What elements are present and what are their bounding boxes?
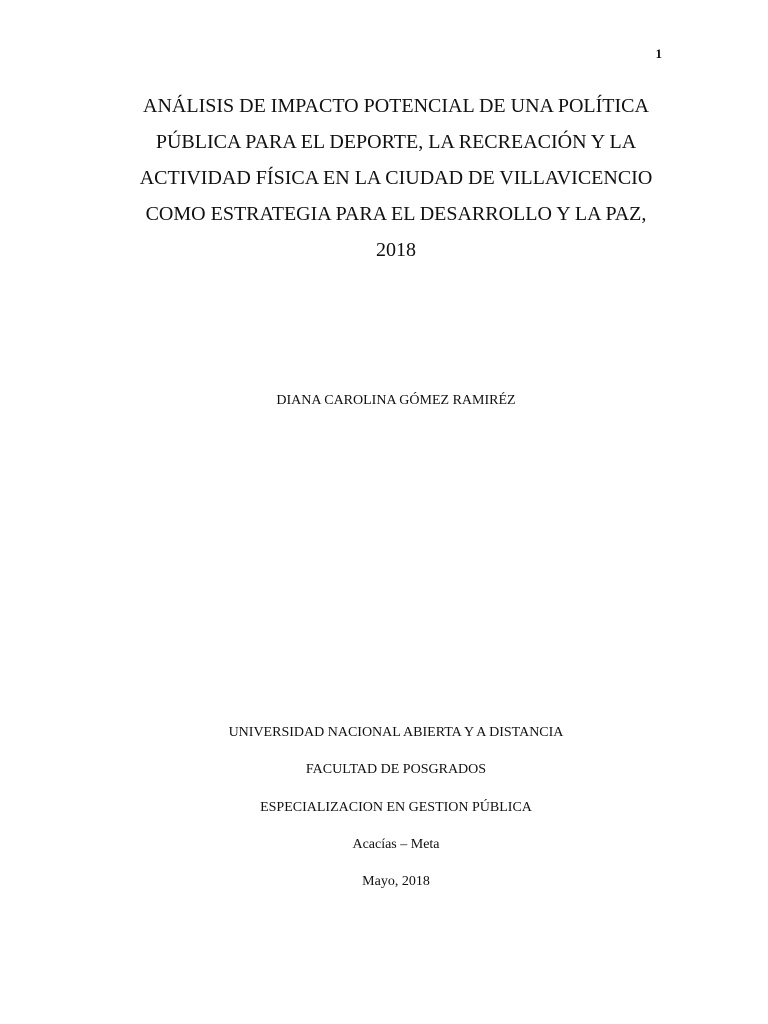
program-name: ESPECIALIZACION EN GESTION PÚBLICA [260, 799, 532, 815]
page-number: 1 [655, 46, 662, 61]
title-line: ANÁLISIS DE IMPACTO POTENCIAL DE UNA POLÍTICA [143, 95, 649, 117]
location: Acacías – Meta [352, 836, 440, 852]
title-line: ACTIVIDAD FÍSICA EN LA CIUDAD DE VILLAVICENCIO [139, 167, 653, 189]
date: Mayo, 2018 [362, 874, 430, 890]
title-line: COMO ESTRATEGIA PARA EL DESARROLLO Y LA PAZ, [145, 203, 647, 225]
institution-block [96, 723, 696, 909]
author-name: DIANA CAROLINA GÓMEZ RAMIRÉZ [276, 393, 516, 408]
faculty-name: FACULTAD DE POSGRADOS [305, 762, 487, 778]
university-name: UNIVERSIDAD NACIONAL ABIERTA Y A DISTANCIA [228, 725, 564, 740]
title-line: 2018 [376, 239, 416, 261]
title-line: PÚBLICA PARA EL DEPORTE, LA RECREACIÓN Y LA [155, 131, 637, 153]
document-title [96, 88, 696, 268]
